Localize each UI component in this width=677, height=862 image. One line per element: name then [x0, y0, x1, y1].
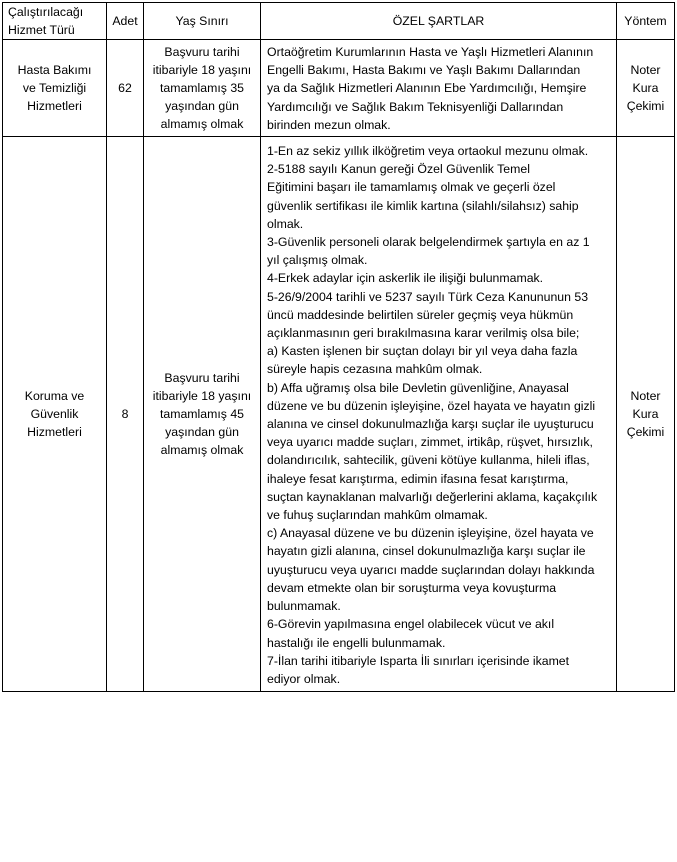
condition-line: düzene ve bu düzenin işleyişine, özel hayata ve hayatın gizli — [267, 398, 596, 413]
condition-line: alanına ve cinsel dokunulmazlığa karşı suçlar ile uyuşturucu — [267, 417, 594, 432]
condition-line: 3-Güvenlik personeli olarak belgelendirmek şartıyla en az 1 — [267, 235, 590, 250]
special-conditions-cell — [261, 40, 617, 137]
condition-line: 5-26/9/2004 tarihli ve 5237 sayılı Türk Ceza Kanununun 53 — [267, 289, 589, 304]
condition-line: süreyle hapis cezasına mahkûm olmak. — [267, 362, 483, 377]
condition-line: 7-İlan tarihi itibariyle Isparta İli sınırları içerisinde ikamet — [267, 653, 570, 668]
condition-line: Ortaöğretim Kurumlarının Hasta ve Yaşlı Hizmetleri Alanının — [267, 45, 594, 59]
condition-line: 6-Görevin yapılmasına engel olabilecek vücut ve akıl — [267, 617, 555, 632]
condition-line: devam etmekte olan bir soruşturma veya kovuşturma — [267, 580, 557, 595]
condition-line: veya uyarıcı madde suçları, zimmet, irtikâp, rüşvet, hırsızlık, — [267, 435, 593, 450]
condition-line: dolandırıcılık, sahtecilik, güveni kötüye kullanma, hileli iflas, — [267, 453, 590, 468]
condition-line: ihaleye fesat karıştırma, edimin ifasına fesat karıştırma, — [267, 471, 569, 486]
service-type-cell: Koruma ve Güvenlik Hizmetleri — [3, 137, 107, 692]
header-service-type: Çalıştırılacağı Hizmet Türü — [3, 3, 107, 40]
condition-line: hastalığı ile engelli bulunmamak. — [267, 635, 446, 650]
condition-line: suçtan kaynaklanan malvarlığı değerlerini aklama, kaçakçılık — [267, 489, 598, 504]
special-conditions-cell — [261, 137, 617, 692]
condition-line: ve fuhuş suçlarından mahkûm olmamak. — [267, 508, 488, 523]
condition-line: Engelli Bakımı, Hasta Bakımı ve Yaşlı Bakımı Dallarından — [267, 63, 581, 78]
header-method: Yöntem — [617, 3, 675, 40]
positions-table — [2, 2, 675, 692]
condition-line: birinden mezun olmak. — [267, 117, 391, 132]
condition-line: 4-Erkek adaylar için askerlik ile ilişiği bulunmamak. — [267, 271, 544, 286]
condition-line: üncü maddesinde belirtilen süreler geçmiş veya hükmün — [267, 307, 574, 322]
condition-line: ediyor olmak. — [267, 671, 341, 686]
header-row — [3, 3, 675, 40]
condition-line: Yardımcılığı ve Sağlık Bakım Teknisyenliği Dallarından — [267, 99, 564, 114]
condition-line: hayatın gizli alanına, cinsel dokunulmazlığa karşı suçlar ile — [267, 544, 586, 559]
condition-line: 2-5188 sayılı Kanun gereği Özel Güvenlik Temel — [267, 162, 530, 177]
condition-line: uyuşturucu veya uyarıcı madde suçlarından dolayı hakkında — [267, 562, 595, 577]
method-cell: Noter Kura Çekimi — [617, 40, 675, 137]
table-row — [3, 137, 675, 692]
condition-line: ya da Sağlık Hizmetleri Alanının Ebe Yardımcılığı, Hemşire — [267, 81, 587, 96]
condition-line: c) Anayasal düzene ve bu düzenin işleyişine, özel hayata ve — [267, 526, 594, 541]
condition-line: 1-En az sekiz yıllık ilköğretim veya ortaokul mezunu olmak. — [267, 144, 589, 159]
header-special-conditions: ÖZEL ŞARTLAR — [261, 3, 617, 40]
method-cell: Noter Kura Çekimi — [617, 137, 675, 692]
count-cell: 62 — [107, 40, 144, 137]
condition-line: olmak. — [267, 216, 304, 231]
condition-line: açıklanmasının geri bırakılmasına karar verilmiş olsa bile; — [267, 326, 580, 341]
condition-line: Eğitimini başarı ile tamamlamış olmak ve geçerli özel — [267, 180, 556, 195]
condition-line: a) Kasten işlenen bir suçtan dolayı bir yıl veya daha fazla — [267, 344, 578, 359]
table-row — [3, 40, 675, 137]
condition-line: güvenlik sertifikası ile kimlik kartına (silahlı/silahsız) sahip — [267, 198, 579, 213]
age-limit-cell: Başvuru tarihi itibariyle 18 yaşını tamamlamış 45 yaşından gün almamış olmak — [144, 137, 261, 692]
condition-line: yıl çalışmış olmak. — [267, 253, 368, 268]
condition-line: b) Affa uğramış olsa bile Devletin güvenliğine, Anayasal — [267, 380, 569, 395]
count-cell: 8 — [107, 137, 144, 692]
header-age-limit: Yaş Sınırı — [144, 3, 261, 40]
age-limit-cell: Başvuru tarihi itibariyle 18 yaşını tamamlamış 35 yaşından gün almamış olmak — [144, 40, 261, 137]
service-type-cell: Hasta Bakımı ve Temizliği Hizmetleri — [3, 40, 107, 137]
header-count: Adet — [107, 3, 144, 40]
condition-line: bulunmamak. — [267, 599, 341, 614]
